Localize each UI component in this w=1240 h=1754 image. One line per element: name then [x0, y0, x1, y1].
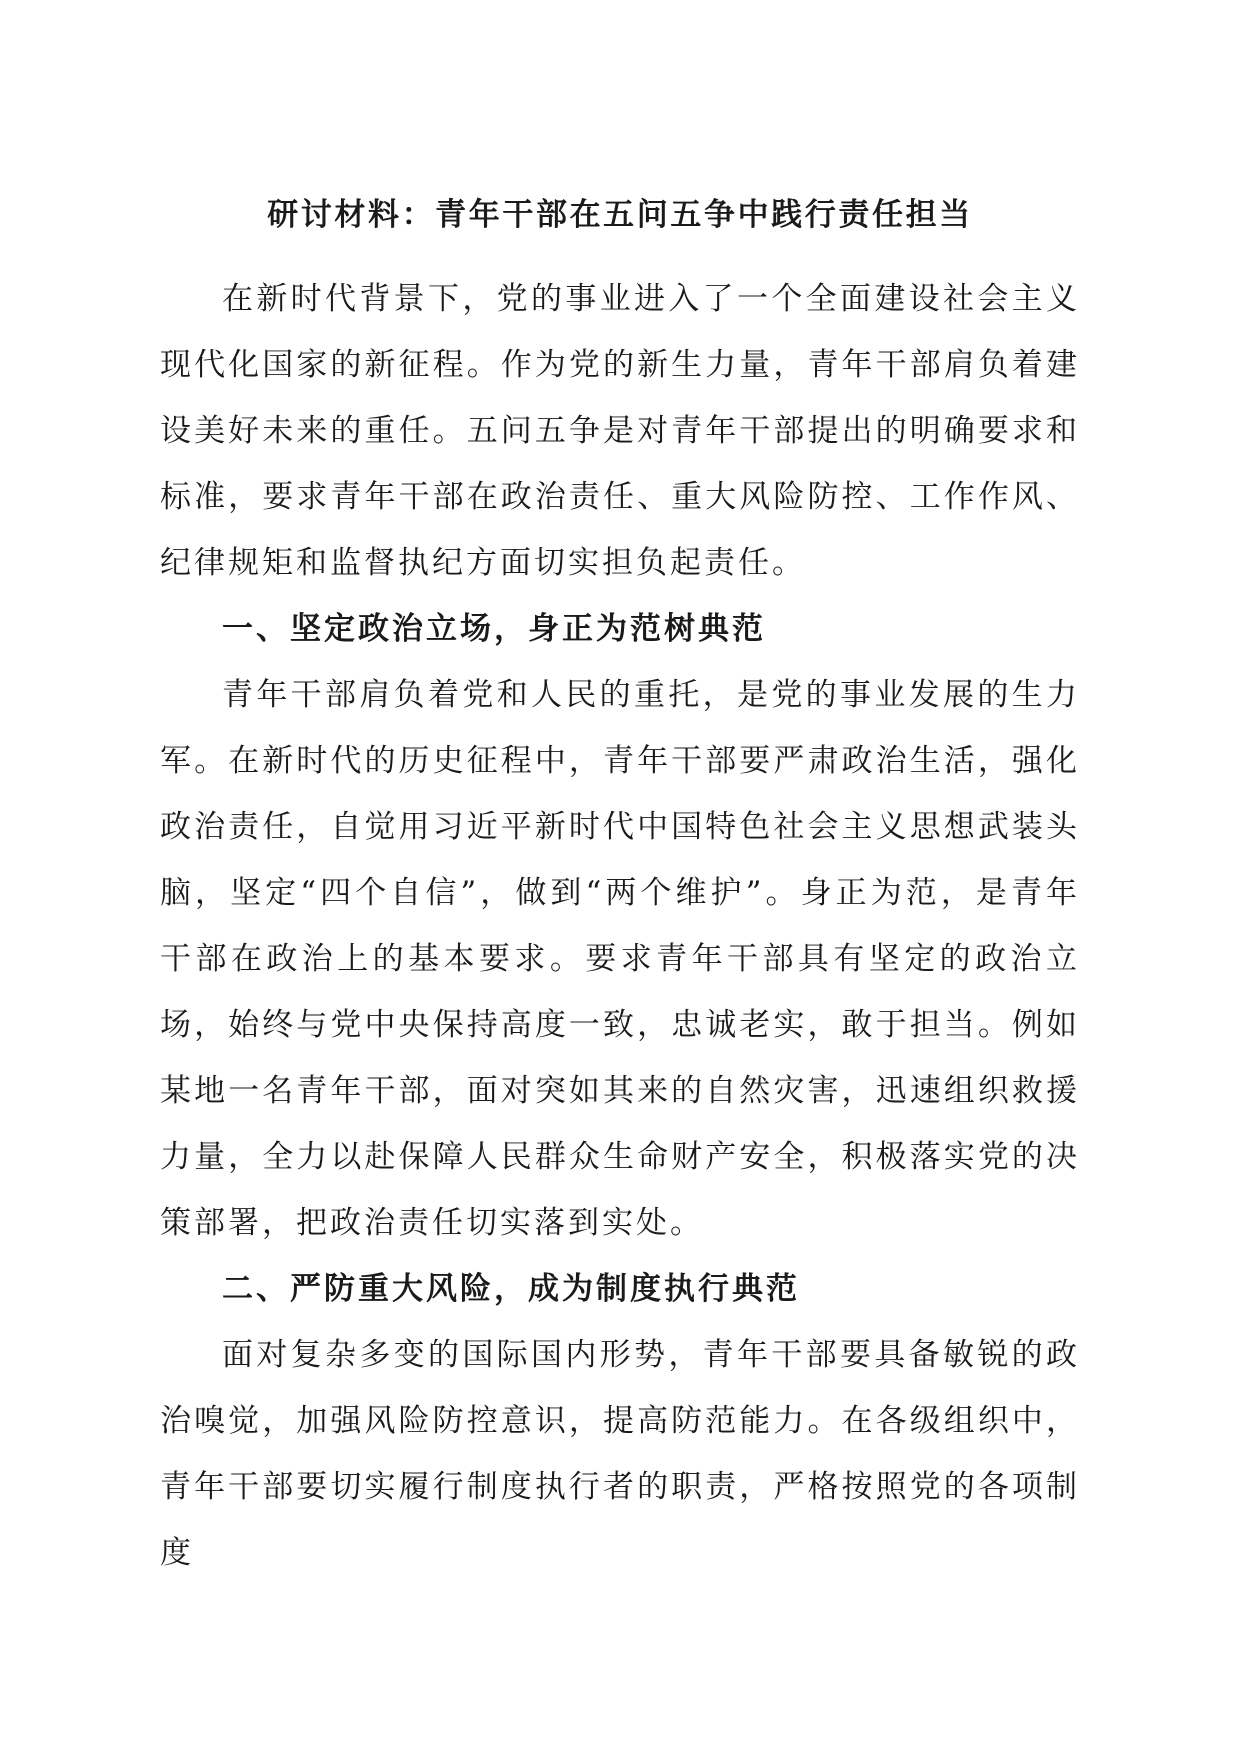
section-1-heading: 一、坚定政治立场，身正为范树典范 [222, 611, 766, 647]
section-2-paragraph: 面对复杂多变的国际国内形势，青年干部要具备敏锐的政治嗅觉，加强风险防控意识，提高防范能力。在各级组织中，青年干部要切实履行制度执行者的职责，严格按照党的各项制度 [160, 1337, 1080, 1571]
section-1-paragraph: 青年干部肩负着党和人民的重托，是党的事业发展的生力军。在新时代的历史征程中，青年干部要严肃政治生活，强化政治责任，自觉用习近平新时代中国特色社会主义思想武装头脑，坚定“四个自信”，做到“两个维护”。身正为范，是青年干部在政治上的基本要求。要求青年干部具有坚定的政治立场，始终与党中央保持高度一致，忠诚老实，敢于担当。例如某地一名青年干部，面对突如其来的自然灾害，迅速组织救援力量，全力以赴保障人民群众生命财产安全，积极落实党的决策部署，把政治责任切实落到实处。 [160, 677, 1080, 1241]
section-2-heading: 二、严防重大风险，成为制度执行典范 [222, 1271, 800, 1307]
document-title: 研讨材料：青年干部在五问五争中践行责任担当 [267, 197, 973, 233]
intro-paragraph: 在新时代背景下，党的事业进入了一个全面建设社会主义现代化国家的新征程。作为党的新生力量，青年干部肩负着建设美好未来的重任。五问五争是对青年干部提出的明确要求和标准，要求青年干部在政治责任、重大风险防控、工作作风、纪律规矩和监督执纪方面切实担负起责任。 [160, 281, 1080, 581]
